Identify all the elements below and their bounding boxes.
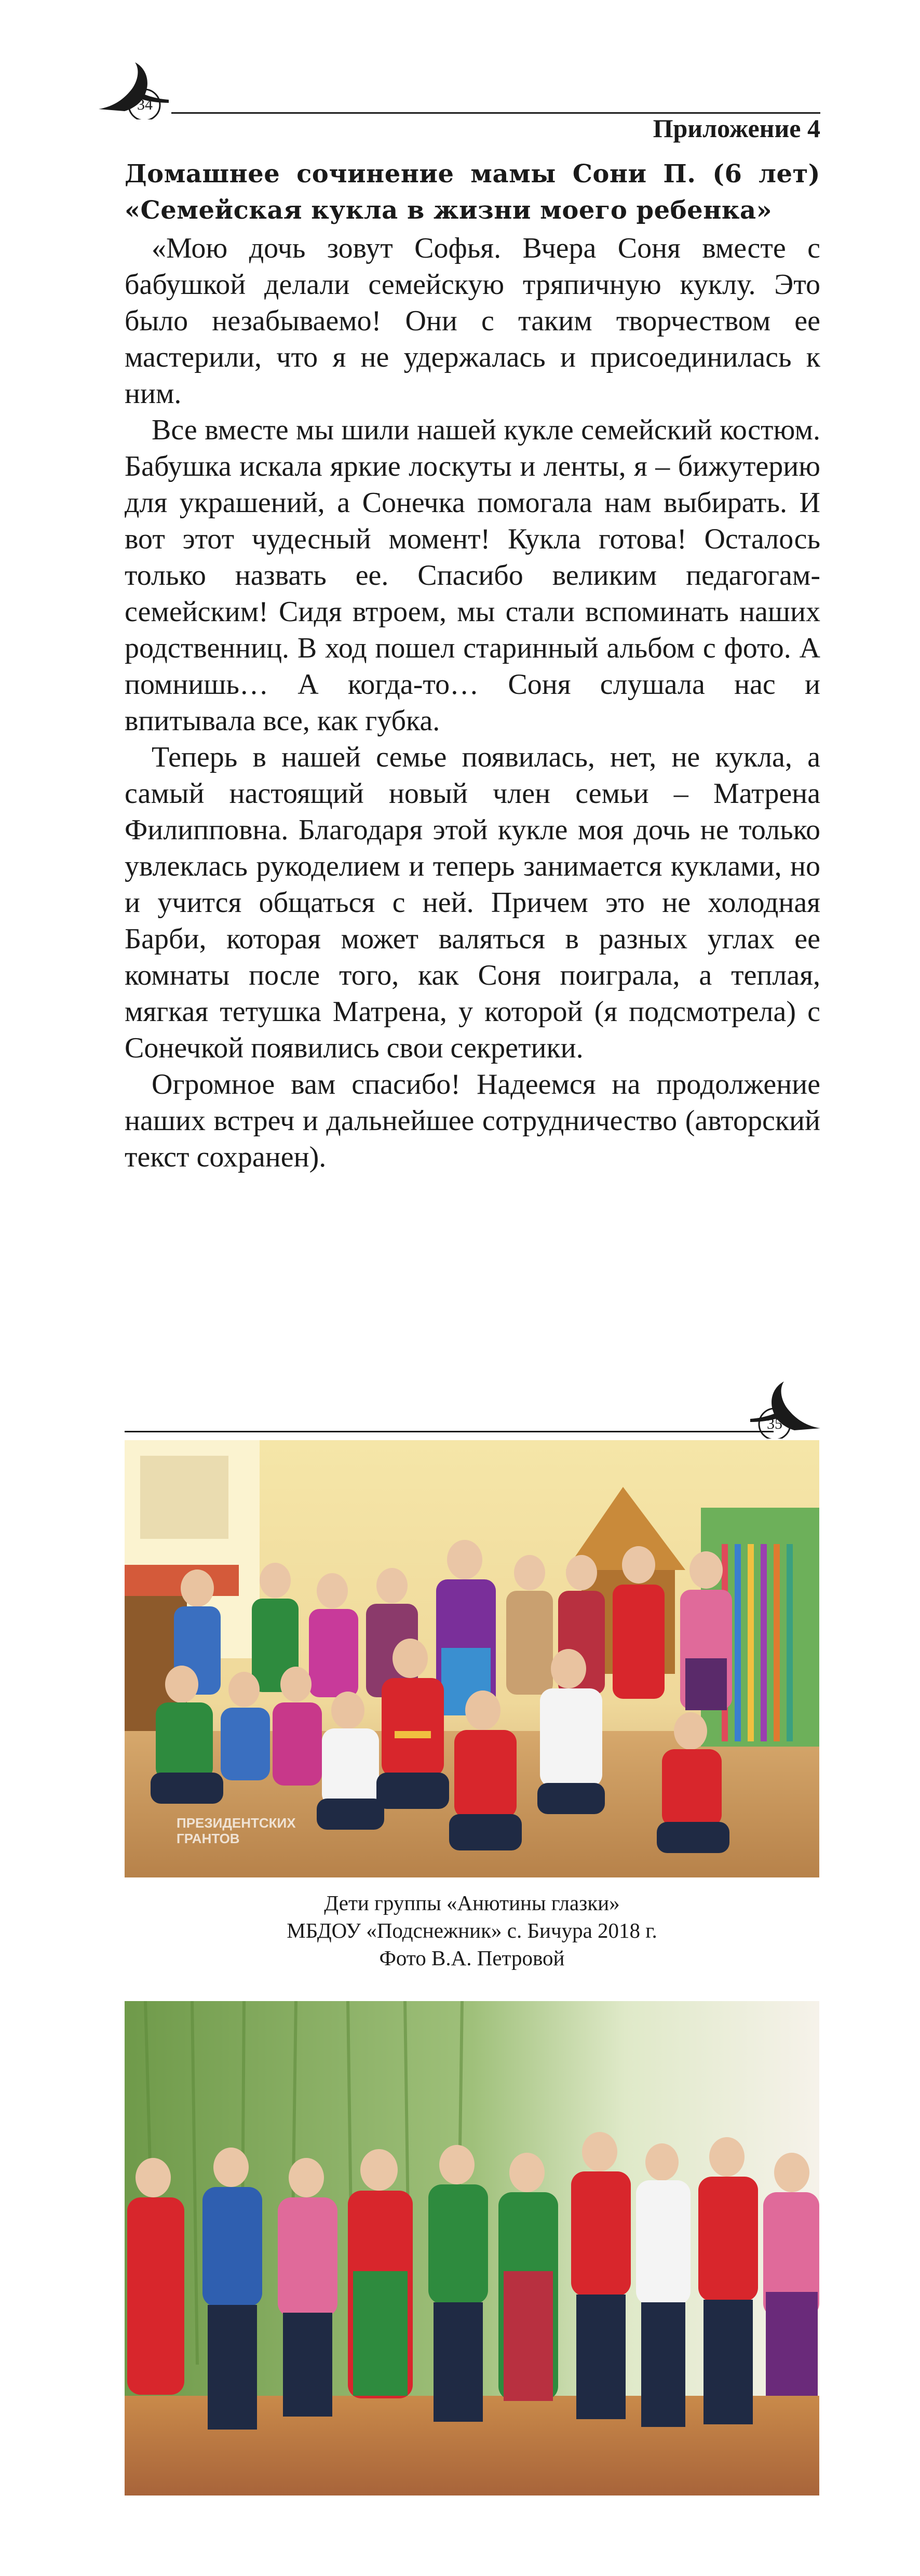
- caption-line: Дети группы «Анютины глазки»: [324, 1891, 620, 1915]
- essay-body: [125, 230, 820, 1175]
- page-number: 34: [137, 96, 153, 113]
- paragraph: Огромное вам спасибо! Надеемся на продолжение наших встреч и дальнейшее сотрудничество (авторский текст сохранен).: [125, 1068, 820, 1173]
- paragraph: Теперь в нашей семье появилась, нет, не кукла, а самый настоящий новый член семьи – Матрена Филипповна. Благодаря этой кукле моя дочь не только увлеклась рукоделием и теперь занимается куклами, но и учится общаться с ней. Причем это не холодная Барби, которая может валяться в разных углах ее комнаты после того, как Соня поиграла, а теплая, мягкая тетушка Матрена, у которой (я подсмотрела) с Сонечкой появились свои секретики.: [125, 741, 820, 1064]
- paragraph: Все вместе мы шили нашей кукле семейский костюм. Бабушка искала яркие лоскуты и ленты, я – бижутерию для украшений, а Сонечка помогала нам выбирать. И вот этот чудесный момент! Кукла готова! Осталось только назвать ее. Спасибо великим педагогам-семейским! Сидя втроем, мы стали вспоминать наших родственниц. В ход пошел старинный альбом с фото. А помнишь… А когда-то… Соня слушала нас и впитывала все, как губка.: [125, 414, 820, 737]
- page-35: [0, 1288, 920, 2576]
- appendix-label: Приложение 4: [653, 114, 820, 143]
- caption-line: Фото В.А. Петровой: [379, 1946, 565, 1970]
- header-rule: [125, 1431, 774, 1432]
- photo-watermark: ПРЕЗИДЕНТСКИХ ГРАНТОВ: [177, 1815, 296, 1846]
- essay-title-line2: «Семейская кукла в жизни моего ребенка»: [125, 196, 773, 225]
- children-photo: [125, 2001, 819, 2496]
- paragraph: «Мою дочь зовут Софья. Вчера Соня вместе с бабушкой делали семейскую тряпичную куклу. Это было незабываемо! Они с таким творчеством ее мастерили, что я не удержалась и присоединилась к ним.: [125, 232, 820, 410]
- caption-line: МБДОУ «Подснежник» с. Бичура 2018 г.: [287, 1918, 657, 1942]
- essay-title: [125, 156, 820, 229]
- photo-caption: [125, 1889, 819, 1972]
- group-photo: [125, 1440, 819, 1877]
- essay-title-line1: Домашнее сочинение мамы Сони П. (6 лет): [125, 159, 820, 189]
- page-number: 35: [767, 1415, 782, 1432]
